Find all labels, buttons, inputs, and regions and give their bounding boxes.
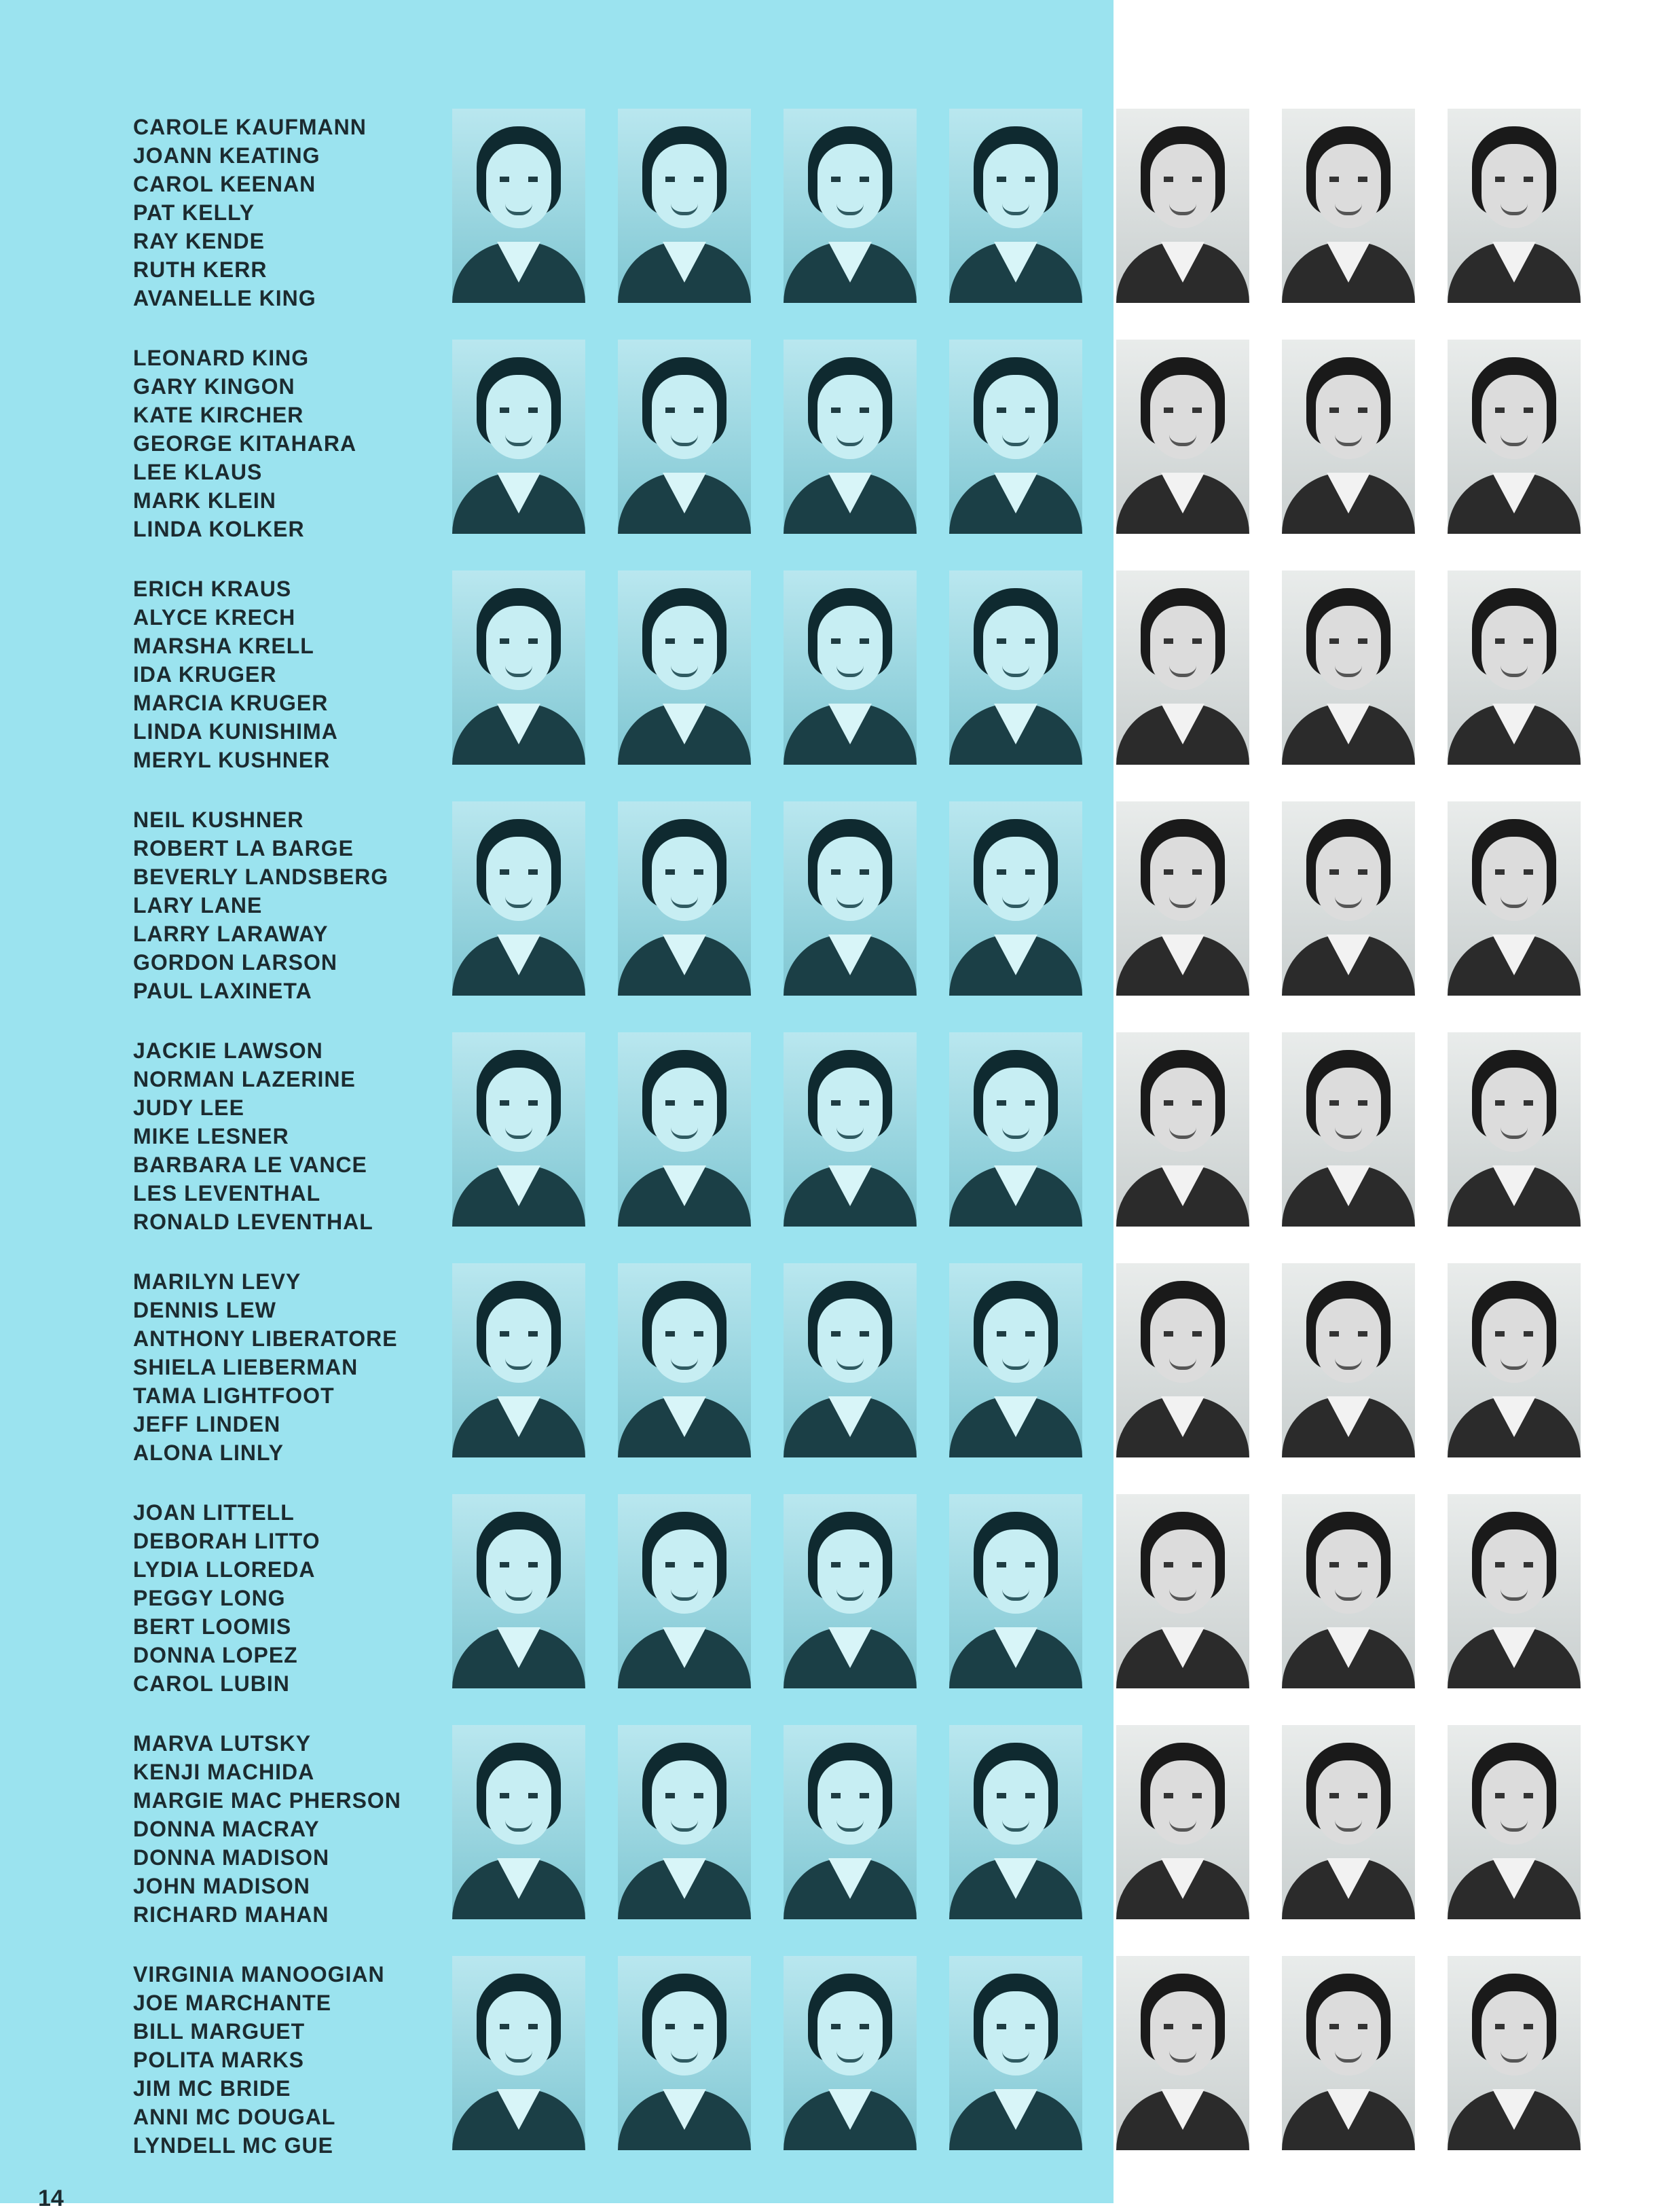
student-name: MARCIA KRUGER <box>133 691 329 715</box>
student-portrait <box>1116 340 1249 534</box>
name-list <box>133 1729 432 1929</box>
portrait-eyes <box>1495 1562 1533 1567</box>
student-name: MARSHA KRELL <box>133 634 314 658</box>
student-name: PAT KELLY <box>133 200 255 225</box>
student-portrait <box>618 1263 751 1457</box>
student-name: KENJI MACHIDA <box>133 1760 315 1784</box>
student-name: LARRY LARAWAY <box>133 922 329 946</box>
student-portrait <box>618 1494 751 1688</box>
portrait-face <box>817 837 883 921</box>
student-name: GORDON LARSON <box>133 950 337 975</box>
name-list <box>133 1498 432 1698</box>
page-number: 14 <box>38 2186 64 2211</box>
portrait-face <box>652 1299 717 1383</box>
student-portrait <box>1448 1263 1581 1457</box>
student-portrait <box>784 1956 917 2150</box>
portrait-face <box>1316 1529 1381 1614</box>
portrait-eyes <box>500 1562 538 1567</box>
student-portrait <box>618 340 751 534</box>
portrait-eyes <box>831 407 869 413</box>
student-portrait <box>1282 1032 1415 1227</box>
portrait-face <box>652 1529 717 1614</box>
portrait-eyes <box>1495 1793 1533 1798</box>
portrait-face <box>1150 1760 1215 1845</box>
portrait-face <box>983 1529 1048 1614</box>
student-portrait <box>784 1263 917 1457</box>
student-name: BERT LOOMIS <box>133 1614 292 1639</box>
student-portrait <box>618 1956 751 2150</box>
portrait-face <box>1482 1299 1547 1383</box>
portrait-face <box>1482 1068 1547 1152</box>
portrait-eyes <box>665 177 703 182</box>
student-portrait <box>1448 109 1581 303</box>
student-name: LEE KLAUS <box>133 460 263 484</box>
student-portrait <box>1448 1725 1581 1919</box>
student-portrait <box>1116 1494 1249 1688</box>
student-portrait <box>452 340 585 534</box>
portrait-eyes <box>1329 407 1367 413</box>
portrait-face <box>652 606 717 690</box>
portrait-eyes <box>997 177 1035 182</box>
student-name: POLITA MARKS <box>133 2048 304 2072</box>
portrait-eyes <box>1329 1793 1367 1798</box>
portrait-eyes <box>997 1562 1035 1567</box>
student-portrait <box>949 340 1082 534</box>
student-name: JACKIE LAWSON <box>133 1038 323 1063</box>
portrait-eyes <box>831 869 869 875</box>
portrait-eyes <box>1164 1100 1202 1106</box>
student-portrait <box>1448 1032 1581 1227</box>
student-name: MARILYN LEVY <box>133 1269 301 1294</box>
student-portrait <box>1448 570 1581 765</box>
portrait-eyes <box>831 1793 869 1798</box>
student-portrait <box>1116 109 1249 303</box>
student-name: RUTH KERR <box>133 257 268 282</box>
student-name: IDA KRUGER <box>133 662 277 687</box>
portrait-eyes <box>1495 1331 1533 1337</box>
portrait-eyes <box>665 2024 703 2029</box>
student-name: JOAN LITTELL <box>133 1500 295 1525</box>
portrait-face <box>1150 375 1215 459</box>
portrait-eyes <box>1329 1562 1367 1567</box>
portrait-face <box>983 837 1048 921</box>
portrait-face <box>1150 144 1215 228</box>
portrait-eyes <box>1329 638 1367 644</box>
portrait-eyes <box>1164 869 1202 875</box>
portrait-eyes <box>997 638 1035 644</box>
student-portrait <box>784 1494 917 1688</box>
student-name: RICHARD MAHAN <box>133 1902 329 1927</box>
student-portrait <box>949 1494 1082 1688</box>
student-portrait <box>452 801 585 996</box>
portrait-face <box>652 1760 717 1845</box>
portrait-face <box>486 1760 551 1845</box>
portrait-eyes <box>665 638 703 644</box>
student-name: GEORGE KITAHARA <box>133 431 357 456</box>
portrait-face <box>486 1299 551 1383</box>
portrait-eyes <box>831 2024 869 2029</box>
student-portrait <box>1282 570 1415 765</box>
student-portrait <box>949 570 1082 765</box>
portrait-face <box>1150 1068 1215 1152</box>
portrait-face <box>1482 837 1547 921</box>
portrait-eyes <box>997 2024 1035 2029</box>
student-name: PEGGY LONG <box>133 1586 286 1610</box>
portrait-face <box>1482 1991 1547 2075</box>
student-name: CAROL LUBIN <box>133 1671 290 1696</box>
portrait-face <box>1150 837 1215 921</box>
portrait-eyes <box>500 177 538 182</box>
portrait-eyes <box>997 407 1035 413</box>
student-portrait <box>1116 570 1249 765</box>
student-name: JIM MC BRIDE <box>133 2076 291 2101</box>
portrait-face <box>1150 606 1215 690</box>
student-portrait <box>618 570 751 765</box>
portrait-eyes <box>1495 407 1533 413</box>
student-portrait <box>618 1032 751 1227</box>
student-name: MIKE LESNER <box>133 1124 289 1148</box>
student-name: LEONARD KING <box>133 346 310 370</box>
portrait-eyes <box>1329 869 1367 875</box>
student-portrait <box>618 109 751 303</box>
student-name: BEVERLY LANDSBERG <box>133 865 389 889</box>
student-name: JOANN KEATING <box>133 143 320 168</box>
student-portrait <box>1448 1494 1581 1688</box>
portrait-face <box>1316 1991 1381 2075</box>
student-portrait <box>618 1725 751 1919</box>
portrait-face <box>817 606 883 690</box>
student-name: MARGIE MAC PHERSON <box>133 1788 401 1813</box>
student-name: JEFF LINDEN <box>133 1412 281 1436</box>
portrait-face <box>983 1068 1048 1152</box>
portrait-face <box>1150 1299 1215 1383</box>
student-name: DENNIS LEW <box>133 1298 276 1322</box>
student-portrait <box>784 1725 917 1919</box>
portrait-eyes <box>997 1793 1035 1798</box>
portrait-face <box>1482 1760 1547 1845</box>
student-name: RONALD LEVENTHAL <box>133 1210 373 1234</box>
portrait-face <box>1316 144 1381 228</box>
student-name: ERICH KRAUS <box>133 577 292 601</box>
student-portrait <box>1116 1725 1249 1919</box>
portrait-face <box>652 1991 717 2075</box>
portrait-eyes <box>665 1793 703 1798</box>
name-list <box>133 1267 432 1467</box>
portrait-eyes <box>997 1100 1035 1106</box>
student-portrait <box>1116 801 1249 996</box>
portrait-eyes <box>1495 1100 1533 1106</box>
student-name: ROBERT LA BARGE <box>133 836 354 860</box>
portrait-eyes <box>997 869 1035 875</box>
portrait-face <box>652 375 717 459</box>
name-list <box>133 113 432 312</box>
student-name: DONNA LOPEZ <box>133 1643 298 1667</box>
portrait-face <box>1316 837 1381 921</box>
portrait-eyes <box>1329 177 1367 182</box>
student-name: CAROL KEENAN <box>133 172 316 196</box>
portrait-eyes <box>665 869 703 875</box>
portrait-face <box>486 144 551 228</box>
portrait-face <box>652 837 717 921</box>
portrait-face <box>817 1529 883 1614</box>
student-portrait <box>1448 1956 1581 2150</box>
portrait-eyes <box>500 1331 538 1337</box>
portrait-face <box>486 375 551 459</box>
portrait-eyes <box>665 1331 703 1337</box>
student-name: ANTHONY LIBERATORE <box>133 1326 398 1351</box>
student-name: VIRGINIA MANOOGIAN <box>133 1962 385 1987</box>
student-portrait <box>1282 801 1415 996</box>
student-name: LINDA KOLKER <box>133 517 305 541</box>
portrait-eyes <box>1164 407 1202 413</box>
student-name: LINDA KUNISHIMA <box>133 719 338 744</box>
student-portrait <box>1282 109 1415 303</box>
student-portrait <box>1282 1494 1415 1688</box>
portrait-face <box>817 1299 883 1383</box>
student-portrait <box>618 801 751 996</box>
portrait-face <box>1150 1991 1215 2075</box>
student-name: MERYL KUSHNER <box>133 748 331 772</box>
portrait-face <box>1316 375 1381 459</box>
student-name: GARY KINGON <box>133 374 295 399</box>
student-name: KATE KIRCHER <box>133 403 304 427</box>
portrait-eyes <box>665 407 703 413</box>
student-portrait <box>452 570 585 765</box>
name-list <box>133 805 432 1005</box>
student-portrait <box>452 109 585 303</box>
student-name: ALYCE KRECH <box>133 605 296 630</box>
portrait-face <box>1316 1068 1381 1152</box>
student-portrait <box>949 1956 1082 2150</box>
student-portrait <box>784 1032 917 1227</box>
portrait-eyes <box>1164 2024 1202 2029</box>
name-list <box>133 344 432 543</box>
portrait-face <box>983 606 1048 690</box>
student-portrait <box>452 1263 585 1457</box>
portrait-face <box>486 837 551 921</box>
portrait-eyes <box>500 2024 538 2029</box>
student-name: ALONA LINLY <box>133 1440 284 1465</box>
student-name: LYDIA LLOREDA <box>133 1557 316 1582</box>
portrait-eyes <box>831 1562 869 1567</box>
portrait-face <box>1482 375 1547 459</box>
portrait-face <box>1482 144 1547 228</box>
portrait-face <box>486 1991 551 2075</box>
student-name: RAY KENDE <box>133 229 265 253</box>
student-portrait <box>949 109 1082 303</box>
student-name: TAMA LIGHTFOOT <box>133 1383 335 1408</box>
student-name: JUDY LEE <box>133 1095 244 1120</box>
student-name: BARBARA LE VANCE <box>133 1153 367 1177</box>
portrait-eyes <box>500 1793 538 1798</box>
student-name: JOE MARCHANTE <box>133 1991 332 2015</box>
portrait-face <box>486 1068 551 1152</box>
portrait-eyes <box>500 869 538 875</box>
portrait-eyes <box>1495 177 1533 182</box>
portrait-face <box>817 144 883 228</box>
student-name: LYNDELL MC GUE <box>133 2133 333 2158</box>
student-name: NORMAN LAZERINE <box>133 1067 356 1091</box>
student-name: BILL MARGUET <box>133 2019 306 2044</box>
portrait-face <box>486 606 551 690</box>
student-name: LARY LANE <box>133 893 263 918</box>
portrait-eyes <box>1495 638 1533 644</box>
portrait-eyes <box>665 1562 703 1567</box>
student-portrait <box>452 1725 585 1919</box>
portrait-eyes <box>1164 1793 1202 1798</box>
portrait-face <box>1482 606 1547 690</box>
portrait-face <box>652 144 717 228</box>
portrait-eyes <box>1329 2024 1367 2029</box>
student-name: ANNI MC DOUGAL <box>133 2105 336 2129</box>
portrait-eyes <box>1164 638 1202 644</box>
name-list <box>133 575 432 774</box>
student-name: MARVA LUTSKY <box>133 1731 312 1756</box>
portrait-face <box>652 1068 717 1152</box>
student-name: JOHN MADISON <box>133 1874 310 1898</box>
portrait-eyes <box>1495 869 1533 875</box>
portrait-eyes <box>1164 1331 1202 1337</box>
student-portrait <box>949 1725 1082 1919</box>
portrait-eyes <box>665 1100 703 1106</box>
student-portrait <box>784 801 917 996</box>
student-portrait <box>1448 340 1581 534</box>
student-portrait <box>949 801 1082 996</box>
student-portrait <box>1282 1956 1415 2150</box>
portrait-eyes <box>831 177 869 182</box>
portrait-face <box>817 375 883 459</box>
student-portrait <box>452 1494 585 1688</box>
student-portrait <box>1448 801 1581 996</box>
portrait-face <box>817 1068 883 1152</box>
portrait-face <box>486 1529 551 1614</box>
portrait-face <box>983 375 1048 459</box>
student-name: CAROLE KAUFMANN <box>133 115 367 139</box>
student-portrait <box>452 1956 585 2150</box>
portrait-eyes <box>831 638 869 644</box>
student-portrait <box>1282 340 1415 534</box>
student-name: LES LEVENTHAL <box>133 1181 321 1205</box>
student-name: DEBORAH LITTO <box>133 1529 320 1553</box>
portrait-eyes <box>1164 177 1202 182</box>
student-portrait <box>784 340 917 534</box>
portrait-eyes <box>831 1331 869 1337</box>
student-name: DONNA MACRAY <box>133 1817 320 1841</box>
portrait-face <box>1316 1299 1381 1383</box>
portrait-face <box>983 1760 1048 1845</box>
portrait-face <box>983 1991 1048 2075</box>
student-portrait <box>784 109 917 303</box>
portrait-eyes <box>1495 2024 1533 2029</box>
portrait-face <box>1150 1529 1215 1614</box>
student-name: AVANELLE KING <box>133 286 316 310</box>
student-portrait <box>784 570 917 765</box>
student-portrait <box>949 1032 1082 1227</box>
student-portrait <box>1116 1956 1249 2150</box>
portrait-face <box>1482 1529 1547 1614</box>
portrait-eyes <box>500 407 538 413</box>
portrait-eyes <box>1329 1100 1367 1106</box>
portrait-face <box>817 1760 883 1845</box>
student-portrait <box>1116 1032 1249 1227</box>
portrait-face <box>983 1299 1048 1383</box>
portrait-eyes <box>1329 1331 1367 1337</box>
portrait-eyes <box>500 1100 538 1106</box>
student-portrait <box>1282 1263 1415 1457</box>
portrait-eyes <box>997 1331 1035 1337</box>
student-name: DONNA MADISON <box>133 1845 330 1870</box>
name-list <box>133 1960 432 2160</box>
student-name: SHIELA LIEBERMAN <box>133 1355 358 1379</box>
portrait-eyes <box>1164 1562 1202 1567</box>
student-portrait <box>1116 1263 1249 1457</box>
name-list <box>133 1036 432 1236</box>
portrait-face <box>1316 606 1381 690</box>
student-name: MARK KLEIN <box>133 488 276 513</box>
student-portrait <box>452 1032 585 1227</box>
portrait-face <box>983 144 1048 228</box>
student-name: PAUL LAXINETA <box>133 979 312 1003</box>
student-portrait <box>949 1263 1082 1457</box>
student-portrait <box>1282 1725 1415 1919</box>
portrait-face <box>817 1991 883 2075</box>
portrait-face <box>1316 1760 1381 1845</box>
portrait-eyes <box>500 638 538 644</box>
portrait-eyes <box>831 1100 869 1106</box>
student-name: NEIL KUSHNER <box>133 808 304 832</box>
